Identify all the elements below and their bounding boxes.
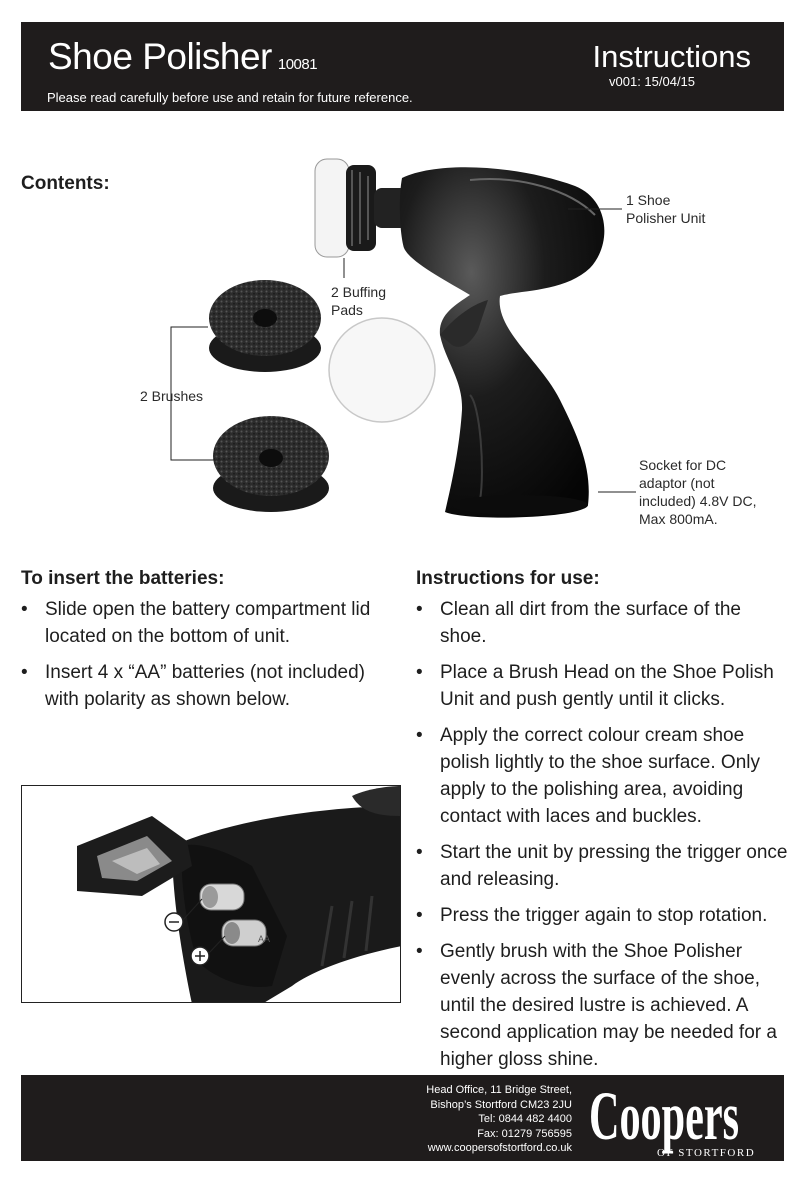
aa-marking: AA <box>258 934 271 944</box>
battery-photo <box>21 785 401 1003</box>
product-name: Shoe Polisher <box>48 36 272 77</box>
negative-polarity-icon <box>165 913 183 931</box>
version-label: v001: 15/04/15 <box>609 74 696 89</box>
label-brushes: 2 Brushes <box>140 388 204 404</box>
company-address: Head Office, 11 Bridge Street, Bishop’s Stortford CM23 2JU Tel: 0844 482 4400 Fax: 01279 756595 www.coopersofstortford.co.uk <box>426 1084 572 1154</box>
header-bar <box>21 22 784 111</box>
footer-bar <box>21 1075 784 1161</box>
list-item: • Slide open the battery compartment lid located on the bottom of unit. <box>21 596 381 650</box>
leader-lines <box>171 209 636 492</box>
list-item: • Clean all dirt from the surface of the shoe. <box>416 596 788 650</box>
list-item: • Apply the correct colour cream shoe polish lightly to the shoe surface. Only apply to the polishing area, avoiding contact with laces and buckles. <box>416 722 788 830</box>
list-item: • Press the trigger again to stop rotation. <box>416 902 788 929</box>
product-title <box>48 36 317 78</box>
list-item: • Start the unit by pressing the trigger once and releasing. <box>416 839 788 893</box>
header-subtitle: Please read carefully before use and retain for future reference. <box>47 90 413 105</box>
brush-top-image <box>209 280 321 372</box>
coopers-logo <box>587 1079 777 1159</box>
label-polisher-unit: 1 Shoe Polisher Unit <box>626 192 706 226</box>
batteries-heading: To insert the batteries: <box>21 568 225 589</box>
product-code: 10081 <box>277 56 318 73</box>
usage-heading: Instructions for use: <box>416 568 600 589</box>
doc-type-label: Instructions <box>592 39 751 74</box>
polisher-unit-image <box>315 159 604 518</box>
buffing-pad-image <box>329 318 435 422</box>
list-item: • Place a Brush Head on the Shoe Polish Unit and push gently until it clicks. <box>416 659 788 713</box>
label-buffing-pads: 2 Buffing Pads <box>331 284 387 318</box>
list-item: • Gently brush with the Shoe Polisher evenly across the surface of the shoe, until the desired lustre is achieved. A second application may be needed for a higher gloss shine. <box>416 938 788 1073</box>
list-item: • Insert 4 x “AA” batteries (not included) with polarity as shown below. <box>21 659 381 713</box>
contents-heading: Contents: <box>21 173 110 194</box>
logo-text: Coopers <box>589 1079 739 1154</box>
usage-list <box>416 596 788 1082</box>
batteries-list <box>21 596 381 722</box>
positive-polarity-icon <box>191 947 209 965</box>
logo-subtext: OF STORTFORD <box>657 1147 756 1159</box>
battery-illustration <box>22 786 401 1003</box>
brush-bottom-image <box>213 416 329 512</box>
label-dc-socket: Socket for DC adaptor (not included) 4.8V DC, Max 800mA. <box>639 457 757 527</box>
